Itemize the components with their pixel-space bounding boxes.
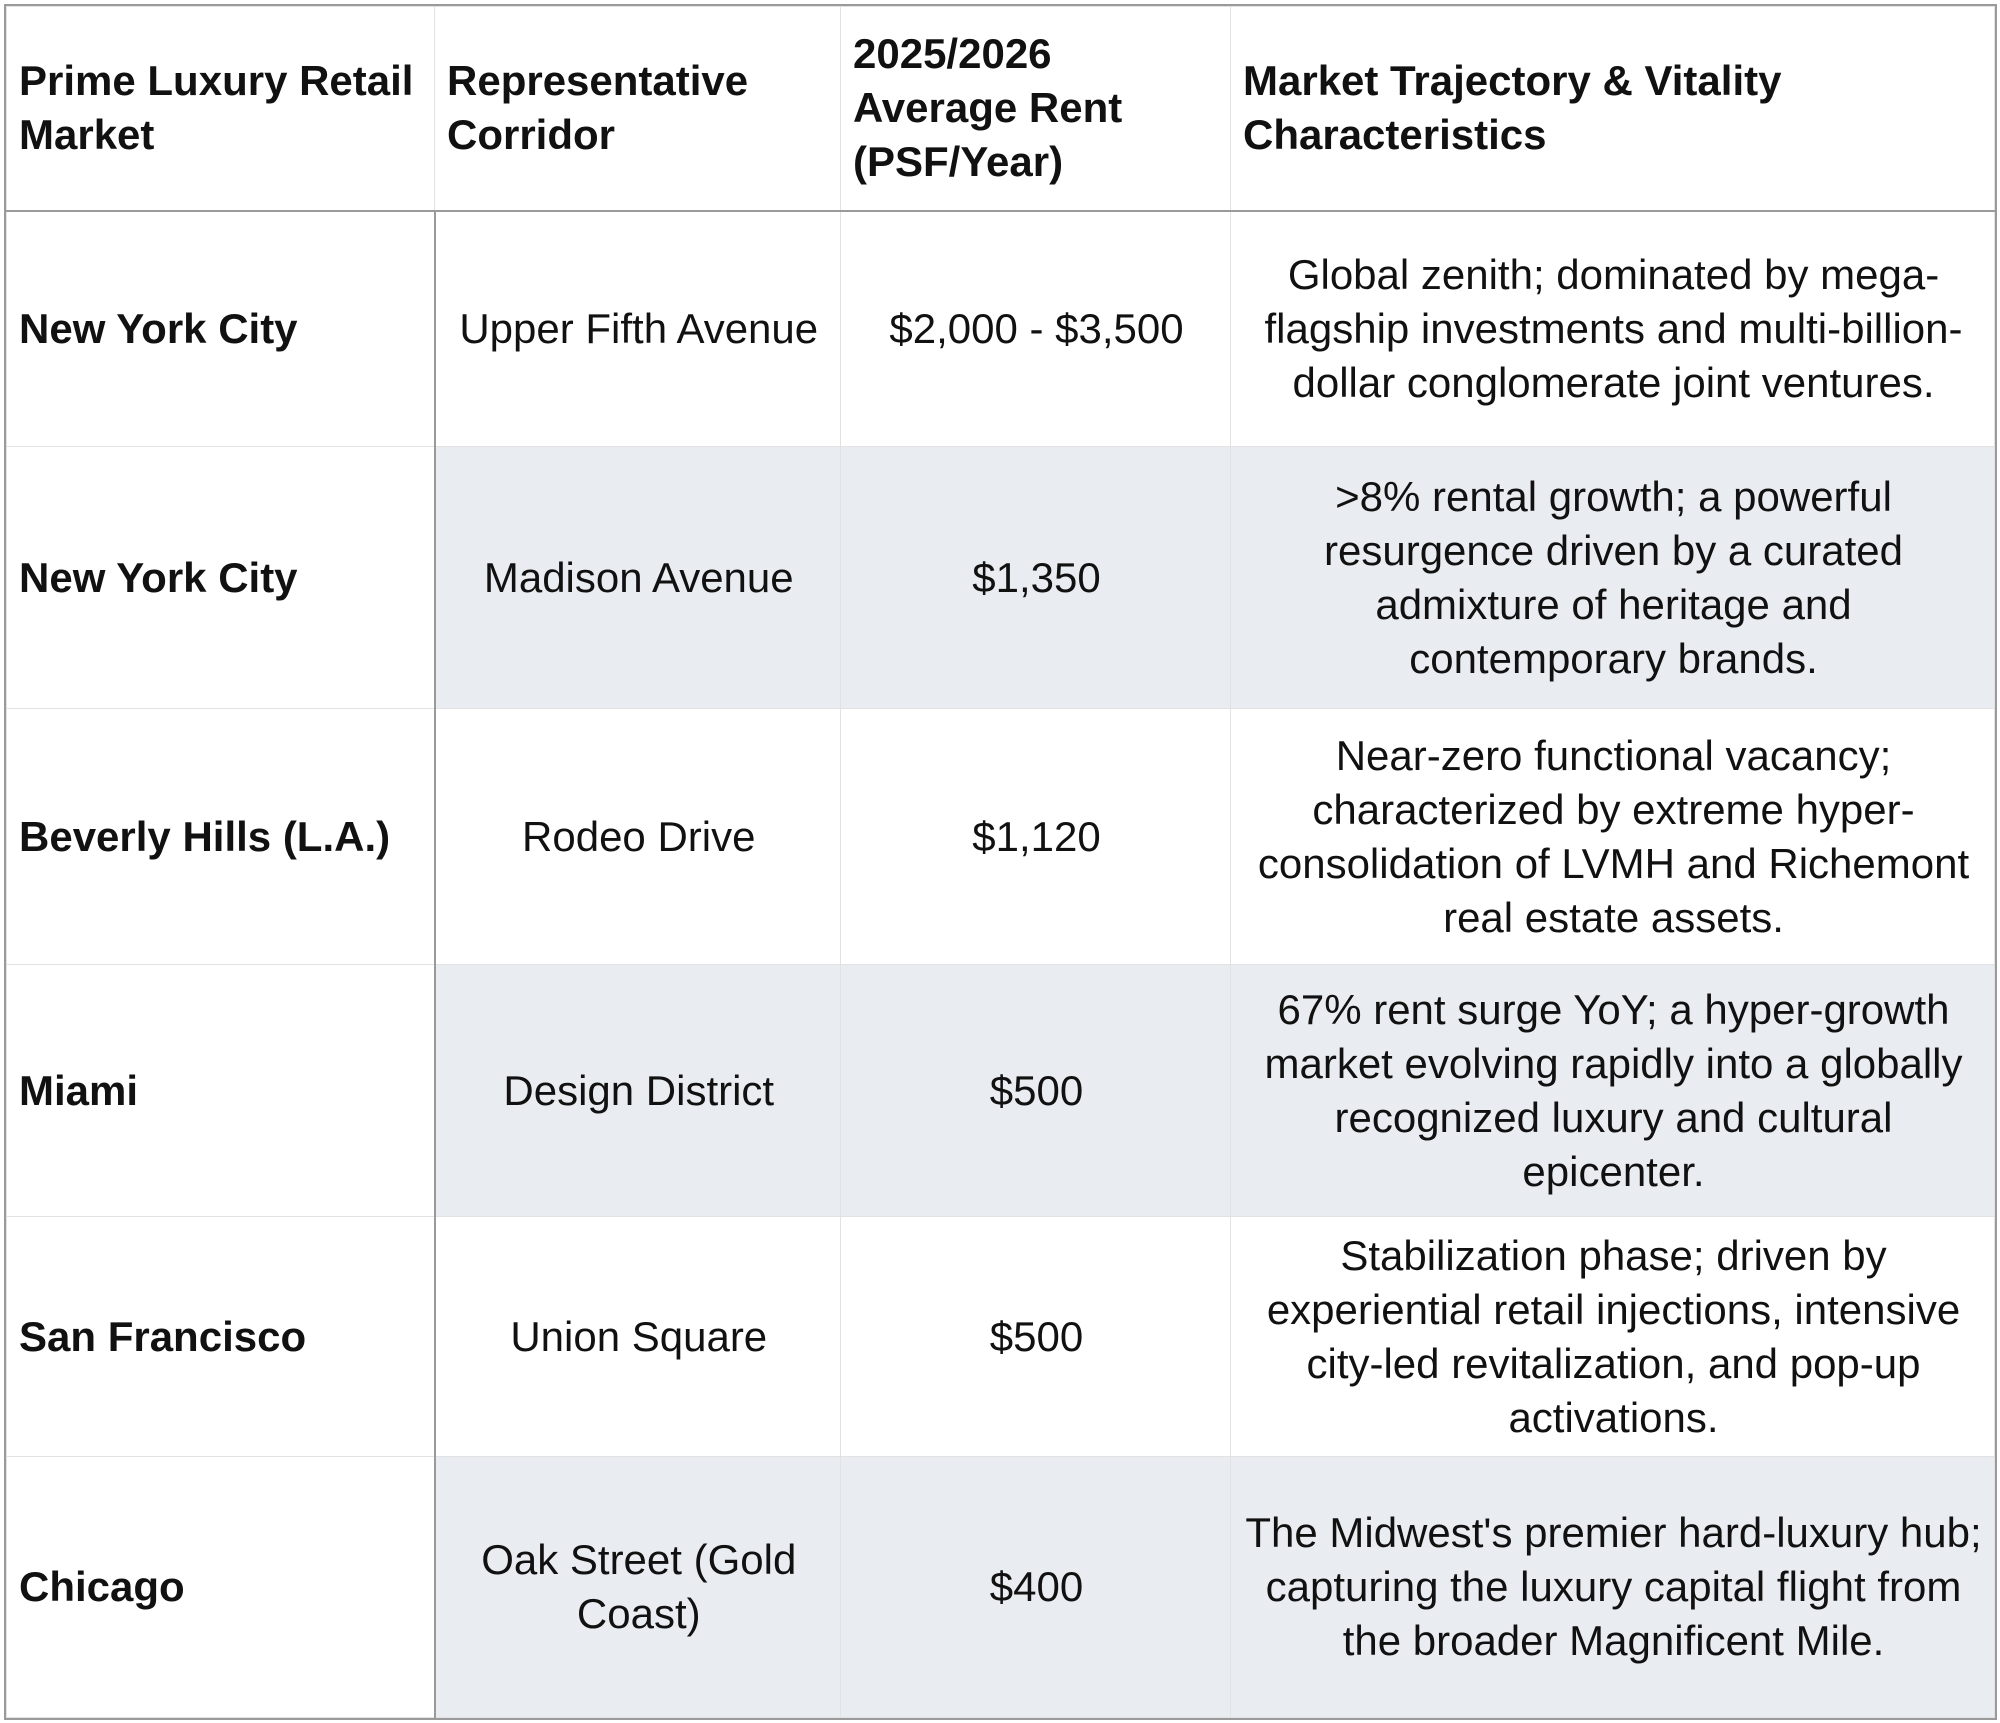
rent-comparison-table-container — [6, 6, 1994, 1717]
cell-rent: $500 — [841, 1217, 1231, 1457]
table-row — [7, 211, 1995, 447]
table-header-row — [7, 7, 1995, 211]
cell-market: New York City — [7, 447, 435, 709]
cell-market: Miami — [7, 965, 435, 1217]
cell-rent: $1,120 — [841, 709, 1231, 965]
cell-rent: $500 — [841, 965, 1231, 1217]
header-corridor: Representative Corridor — [435, 7, 841, 211]
header-market: Prime Luxury Retail Market — [7, 7, 435, 211]
cell-corridor: Rodeo Drive — [435, 709, 841, 965]
cell-corridor: Design District — [435, 965, 841, 1217]
cell-characteristics: >8% rental growth; a powerful resurgence driven by a curated admixture of heritage and contemporary brands. — [1231, 447, 1995, 709]
header-rent: 2025/2026 Average Rent (PSF/Year) — [841, 7, 1231, 211]
cell-rent: $400 — [841, 1457, 1231, 1718]
header-characteristics: Market Trajectory & Vitality Characteristics — [1231, 7, 1995, 211]
cell-characteristics: The Midwest's premier hard-luxury hub; capturing the luxury capital flight from the broader Magnificent Mile. — [1231, 1457, 1995, 1718]
cell-rent: $2,000 - $3,500 — [841, 211, 1231, 447]
cell-characteristics: Stabilization phase; driven by experiential retail injections, intensive city-led revitalization, and pop-up activations. — [1231, 1217, 1995, 1457]
cell-corridor: Madison Avenue — [435, 447, 841, 709]
table-row — [7, 709, 1995, 965]
cell-market: Beverly Hills (L.A.) — [7, 709, 435, 965]
cell-characteristics: Global zenith; dominated by mega-flagship investments and multi-billion-dollar conglomerate joint ventures. — [1231, 211, 1995, 447]
cell-corridor: Union Square — [435, 1217, 841, 1457]
cell-market: New York City — [7, 211, 435, 447]
table-row — [7, 1457, 1995, 1718]
cell-rent: $1,350 — [841, 447, 1231, 709]
cell-corridor: Oak Street (Gold Coast) — [435, 1457, 841, 1718]
table-row — [7, 447, 1995, 709]
rent-comparison-table — [6, 6, 1995, 1718]
cell-corridor: Upper Fifth Avenue — [435, 211, 841, 447]
table-row — [7, 1217, 1995, 1457]
cell-market: San Francisco — [7, 1217, 435, 1457]
table-row — [7, 965, 1995, 1217]
cell-characteristics: Near-zero functional vacancy; characterized by extreme hyper-consolidation of LVMH and Richemont real estate assets. — [1231, 709, 1995, 965]
cell-characteristics: 67% rent surge YoY; a hyper-growth market evolving rapidly into a globally recognized luxury and cultural epicenter. — [1231, 965, 1995, 1217]
cell-market: Chicago — [7, 1457, 435, 1718]
